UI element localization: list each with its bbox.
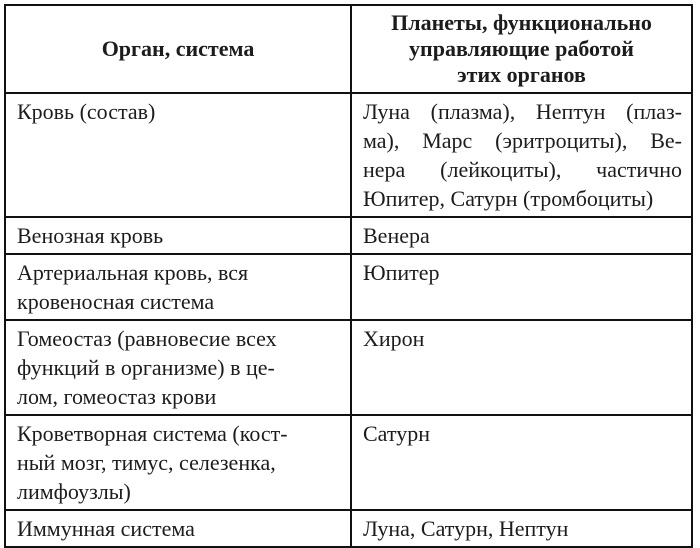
header-cell-planets — [351, 5, 692, 93]
cell-organ — [5, 510, 351, 547]
text-line: Луна (плазма), Нептун (плаз- — [363, 99, 682, 124]
text-line: Хирон — [363, 326, 425, 351]
text-line: ма), Марс (эритроциты), Ве- — [363, 128, 682, 153]
text-line: лом, гомеостаз крови — [17, 384, 217, 409]
cell-planets — [351, 254, 692, 320]
text-line: Луна, Сатурн, Нептун — [363, 516, 569, 541]
table-header-row — [5, 5, 692, 93]
text-line: Сатурн — [363, 421, 430, 446]
text-line: этих органов — [457, 62, 586, 87]
table-row — [5, 320, 692, 415]
cell-planets — [351, 93, 692, 217]
cell-organ — [5, 320, 351, 415]
table-row — [5, 254, 692, 320]
text-line: Венера — [363, 223, 430, 248]
text-line: Артериальная кровь, вся — [17, 260, 249, 285]
text-line: Гомеостаз (равновесие всех — [17, 326, 277, 351]
cell-planets — [351, 320, 692, 415]
cell-planets — [351, 510, 692, 547]
text-line: Кроветворная система (кост- — [17, 421, 288, 446]
text-line: Иммунная система — [17, 516, 195, 541]
text-line: Юпитер, Сатурн (тромбоциты) — [363, 186, 654, 211]
text-line: кровеносная система — [17, 289, 215, 314]
cell-organ — [5, 254, 351, 320]
text-line: ный мозг, тимус, селезенка, — [17, 450, 276, 475]
organ-planets-table — [4, 4, 693, 548]
text-line: управляющие работой — [409, 36, 634, 61]
text-line: функций в организме) в це- — [17, 355, 275, 380]
cell-planets — [351, 217, 692, 254]
table-row — [5, 510, 692, 547]
text-line: Планеты, функционально — [391, 10, 652, 35]
text-line: лимфоузлы) — [17, 479, 131, 504]
text-line: нера (лейкоциты), частично — [363, 157, 682, 182]
text-line: Венозная кровь — [17, 223, 164, 248]
text-line: Юпитер — [363, 260, 440, 285]
cell-organ — [5, 217, 351, 254]
header-cell-organ: Орган, система — [5, 5, 351, 93]
table-row — [5, 93, 692, 217]
cell-organ — [5, 415, 351, 510]
table-row — [5, 217, 692, 254]
cell-organ — [5, 93, 351, 217]
table-row — [5, 415, 692, 510]
cell-planets — [351, 415, 692, 510]
text-line: Кровь (состав) — [17, 99, 156, 124]
